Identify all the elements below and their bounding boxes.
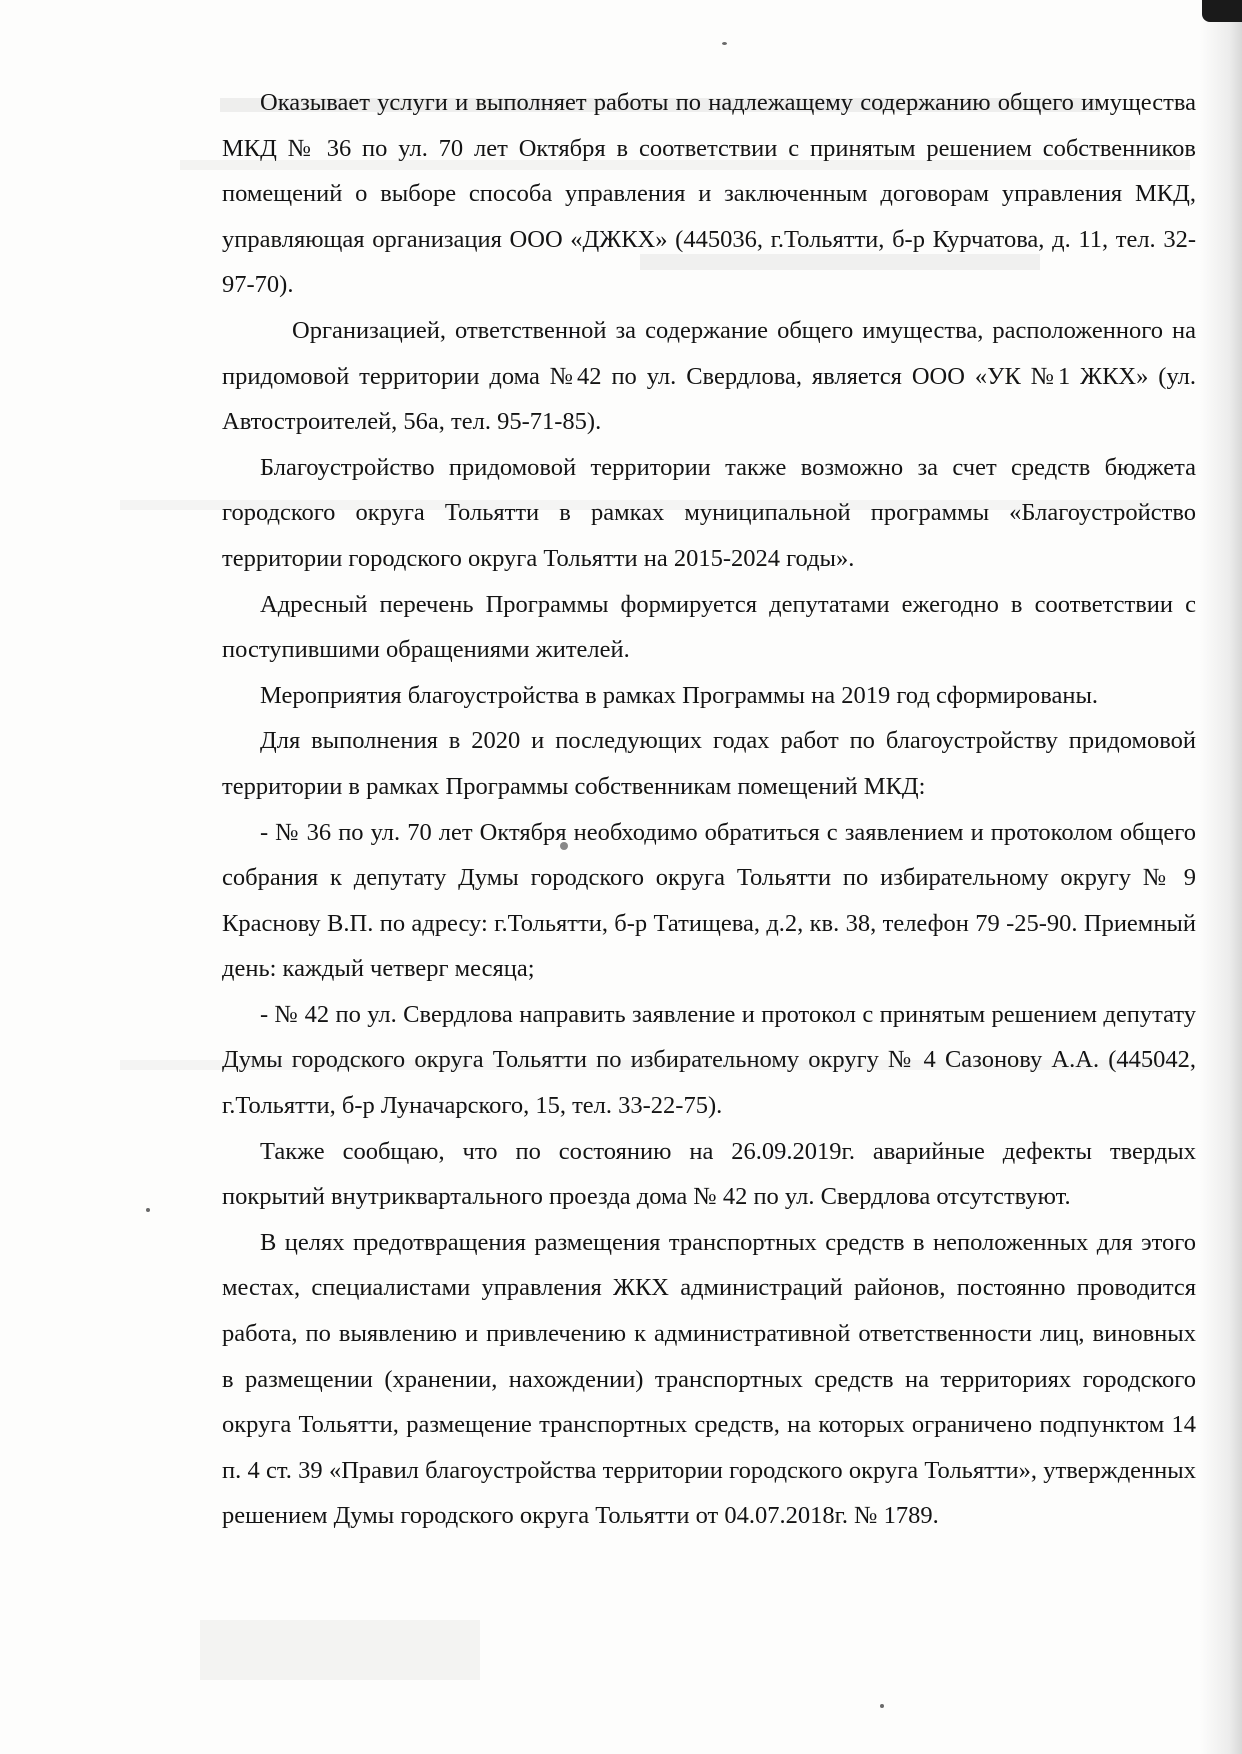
- letter-body: [222, 80, 1196, 1539]
- paragraph-improvement-budget: Благоустройство придомовой территории также возможно за счет средств бюджета городского округа Тольятти в рамках муниципальной программы «Благоустройство территории городского округа Тольятти на 2015-2024 годы».: [222, 453, 1196, 572]
- paragraph-measures-2019: Мероприятия благоустройства в рамках Программы на 2019 год сформированы.: [260, 681, 1099, 709]
- list-item-mkd42: - № 42 по ул. Свердлова направить заявление и протокол с принятым решением депутату Думы городского округа Тольятти по избирательному округу № 4 Сазонову А.А. (445042, г.Тольятти, б-р Луначарского, 15, тел. 33-22-75).: [222, 1000, 1196, 1120]
- scan-speck: [880, 1704, 884, 1708]
- paragraph-maintenance-mkd36: Оказывает услуги и выполняет работы по надлежащему содержанию общего имущества МКД № 36 по ул. 70 лет Октября в соответствии с принятым решением собственников помещений о выборе способа управления и заключенным договорам управления МКД, управляющая организация ООО «ДЖКХ» (445036, г.Тольятти, б-р Курчатова, д. 11, тел. 32-97-70).: [222, 89, 1196, 299]
- page-edge-shadow: [1200, 0, 1242, 1754]
- paragraph-address-list: Адресный перечень Программы формируется депутатами ежегодно в соответствии с поступившими обращениями жителей.: [222, 590, 1196, 664]
- scan-speck: [146, 1208, 150, 1212]
- bleed-through-block: [200, 1620, 480, 1680]
- scan-corner-mark: [1202, 0, 1242, 22]
- paragraph-works-2020: Для выполнения в 2020 и последующих годах работ по благоустройству придомовой территории в рамках Программы собственникам помещений МКД:: [222, 727, 1196, 800]
- paragraph-road-defects: Также сообщаю, что по состоянию на 26.09.2019г. аварийные дефекты твердых покрытий внутриквартального проезда дома № 42 по ул. Свердлова отсутствуют.: [222, 1137, 1196, 1211]
- list-item-mkd36: - № 36 по ул. 70 лет Октября необходимо обратиться с заявлением и протоколом общего собрания к депутату Думы городского округа Тольятти по избирательному округу № 9 Краснову В.П. по адресу: г.Тольятти, б-р Татищева, д.2, кв. 38, телефон 79 -25-90. Приемный день: каждый четверг месяца;: [222, 818, 1196, 983]
- paragraph-parking-enforcement: В целях предотвращения размещения транспортных средств в неположенных для этого местах, специалистами управления ЖКХ администраций районов, постоянно проводится работа, по выявлению и привлечению к административной ответственности лиц, виновных в размещении (хранении, нахождении) транспортных средств на территориях городского округа Тольятти, размещение транспортных средств, на которых ограничено подпунктом 14 п. 4 ст. 39 «Правил благоустройства территории городского округа Тольятти», утвержденных решением Думы городского округа Тольятти от 04.07.2018г. № 1789.: [222, 1228, 1196, 1530]
- scan-speck: [722, 42, 727, 45]
- paragraph-responsible-org: Организацией, ответственной за содержание общего имущества, расположенного на придомовой территории дома №42 по ул. Свердлова, является ООО «УК №1 ЖКХ» (ул. Автостроителей, 56а, тел. 95-71-85).: [222, 316, 1196, 436]
